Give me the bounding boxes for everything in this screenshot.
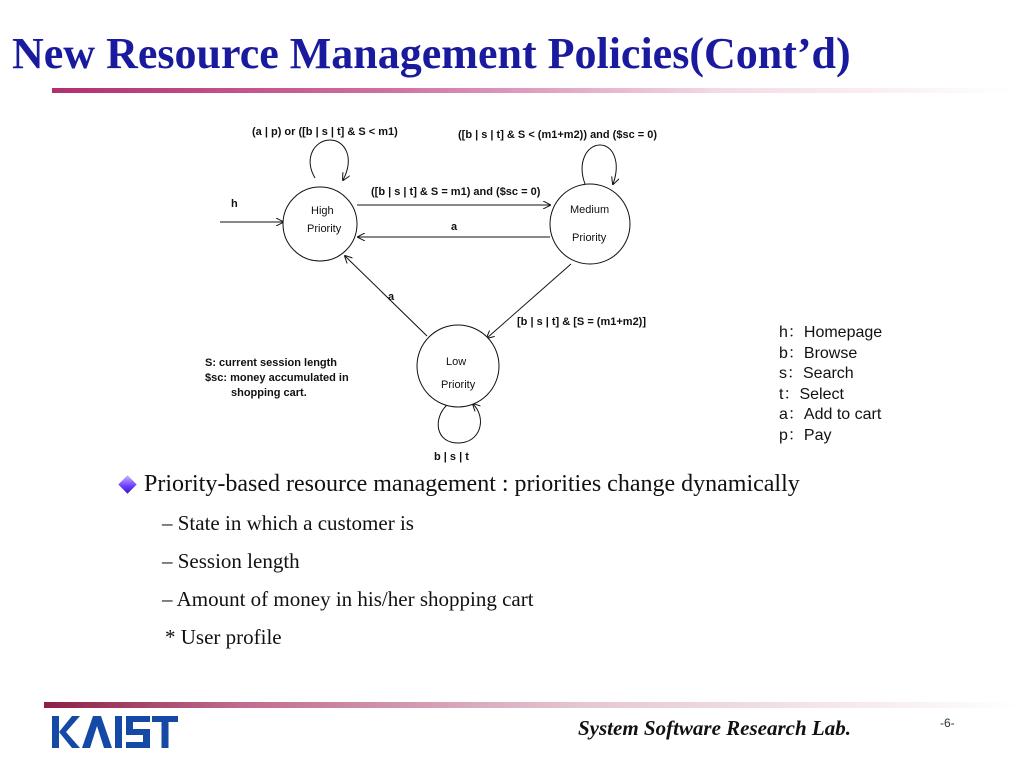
page-number: -6- xyxy=(940,716,955,730)
node-medium-line2: Priority xyxy=(572,232,607,244)
legend-item: p：Pay xyxy=(779,426,832,444)
legend-item: s：Search xyxy=(779,365,854,382)
kaist-logo xyxy=(52,712,178,752)
low-to-high-arrow xyxy=(345,256,427,336)
node-high-priority xyxy=(283,187,357,261)
medium-to-high-label: a xyxy=(451,221,458,233)
node-medium-priority xyxy=(550,184,630,264)
action-legend xyxy=(779,323,882,446)
sub-bullet: – Amount of money in his/her shopping cart xyxy=(162,587,534,611)
low-to-high-label: a xyxy=(388,291,395,303)
bullet-main-text: Priority-based resource management : priorities change dynamically xyxy=(144,471,800,497)
medium-self-label: ([b | s | t] & S < (m1+m2)) and ($sc = 0) xyxy=(458,129,658,141)
node-low-priority xyxy=(417,325,499,407)
entry-label: h xyxy=(231,198,238,210)
diagram-notes xyxy=(205,356,349,401)
bullet-main xyxy=(115,471,800,498)
high-self-loop xyxy=(310,140,348,180)
sub-bullet: – State in which a customer is xyxy=(162,511,414,535)
node-high-line1: High xyxy=(311,205,334,217)
lab-name: System Software Research Lab. xyxy=(578,716,851,740)
diamond-bullet-icon xyxy=(118,475,136,493)
slide-title: New Resource Management Policies(Cont’d) xyxy=(12,29,851,78)
sub-bullet: – Session length xyxy=(162,549,300,573)
legend-item: b：Browse xyxy=(779,344,858,362)
node-high-line2: Priority xyxy=(307,223,342,235)
note-shopping-cart: shopping cart. xyxy=(231,387,307,399)
bullet-note: * User profile xyxy=(165,625,282,649)
medium-to-low-label: [b | s | t] & [S = (m1+m2)] xyxy=(517,316,647,328)
legend-item: t：Select xyxy=(779,385,844,403)
high-to-medium-label: ([b | s | t] & S = m1) and ($sc = 0) xyxy=(371,186,541,198)
title-divider xyxy=(52,88,1012,93)
footer-divider xyxy=(44,702,1019,708)
node-low-line2: Priority xyxy=(441,379,476,391)
low-self-loop xyxy=(438,404,480,443)
node-medium-line1: Medium xyxy=(570,204,610,216)
node-low-line1: Low xyxy=(446,356,467,368)
bullet-list xyxy=(115,471,800,650)
state-diagram xyxy=(195,118,675,468)
note-session-length: S: current session length xyxy=(205,357,338,369)
medium-self-loop xyxy=(582,145,616,184)
legend-item: h：Homepage xyxy=(779,324,883,341)
legend-item: a：Add to cart xyxy=(779,406,882,423)
note-money-accumulated: $sc: money accumulated in xyxy=(205,372,349,384)
low-self-label: b | s | t xyxy=(434,451,469,463)
high-self-label: (a | p) or ([b | s | t] & S < m1) xyxy=(252,126,398,138)
